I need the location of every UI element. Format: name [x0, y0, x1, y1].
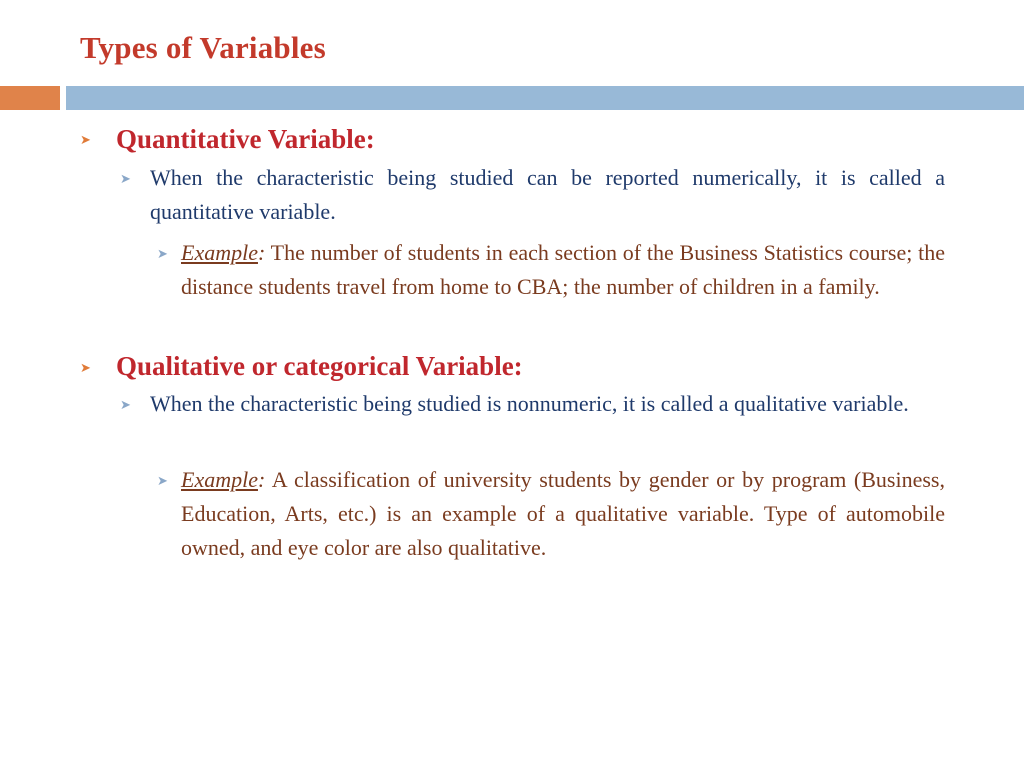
example-text — [181, 236, 945, 304]
divider-accent-block — [0, 86, 60, 110]
example-body: A classification of university students by gender or by program (Business, Education, Arts, etc.) is an example of a qualitative variable. Type of automobile owned, and eye color are also qualitative. — [181, 467, 945, 560]
example-text — [181, 463, 945, 565]
example-label: Example — [181, 240, 258, 265]
divider-bar — [66, 86, 1024, 110]
definition-text: When the characteristic being studied is nonnumeric, it is called a qualitative variable. — [150, 391, 909, 416]
example-colon: : — [257, 467, 266, 492]
section-heading: Quantitative Variable: — [116, 124, 375, 154]
slide-title: Types of Variables — [80, 30, 326, 65]
arrow-bullet-icon: ➤ — [120, 397, 131, 412]
arrow-bullet-icon: ➤ — [80, 360, 91, 375]
example-colon: : — [257, 240, 266, 265]
section-heading: Qualitative or categorical Variable: — [116, 351, 523, 381]
example-label: Example — [181, 467, 258, 492]
example-body: The number of students in each section of the Business Statistics course; the distance students travel from home to CBA; the number of children in a family. — [181, 240, 945, 299]
arrow-bullet-icon: ➤ — [120, 171, 131, 186]
arrow-bullet-icon: ➤ — [80, 132, 91, 147]
arrow-bullet-icon: ➤ — [157, 246, 168, 261]
definition-text: When the characteristic being studied can be reported numerically, it is called a quantitative variable. — [150, 165, 945, 224]
arrow-bullet-icon: ➤ — [157, 473, 168, 488]
